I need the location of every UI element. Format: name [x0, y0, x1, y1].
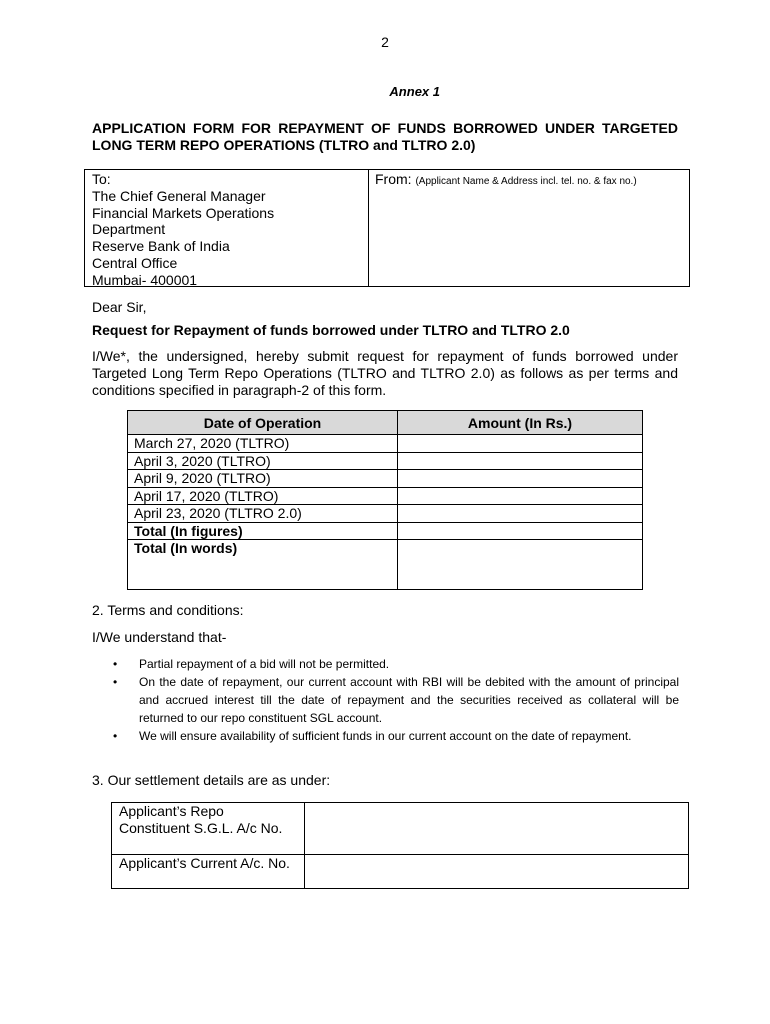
total-figures-cell[interactable] — [398, 522, 643, 540]
settlement-heading: 3. Our settlement details are as under: — [92, 772, 331, 788]
form-title: APPLICATION FORM FOR REPAYMENT OF FUNDS BORROWED UNDER TARGETED LONG TERM REPO OPERATIONS (TLTRO and TLTRO 2.0) — [92, 120, 678, 153]
terms-list — [113, 655, 679, 745]
table-row — [112, 855, 689, 889]
list-item-text: On the date of repayment, our current account with RBI will be debited with the amount of principal and accrued interest till the date of repayment and the securities received as collateral will be returned to our repo constituent SGL account. — [139, 675, 679, 725]
table-row — [128, 470, 643, 488]
table-header-row — [128, 411, 643, 435]
table-row — [128, 487, 643, 505]
current-account-label: Applicant’s Current A/c. No. — [112, 855, 305, 889]
salutation: Dear Sir, — [92, 299, 147, 315]
current-account-field[interactable] — [305, 855, 689, 889]
understand-line: I/We understand that- — [92, 629, 227, 645]
date-cell: April 3, 2020 (TLTRO) — [128, 452, 398, 470]
total-figures-label: Total (In figures) — [128, 522, 398, 540]
amount-cell[interactable] — [398, 435, 643, 453]
operations-table — [127, 410, 643, 590]
to-line: Central Office — [92, 254, 178, 271]
total-words-row — [128, 540, 643, 590]
from-cell[interactable] — [369, 170, 689, 286]
total-words-cell[interactable] — [398, 540, 643, 590]
list-item-text: Partial repayment of a bid will not be permitted. — [139, 657, 390, 671]
date-cell: April 9, 2020 (TLTRO) — [128, 470, 398, 488]
amount-cell[interactable] — [398, 470, 643, 488]
header-date: Date of Operation — [128, 411, 398, 435]
page-number: 2 — [381, 34, 389, 50]
from-hint: (Applicant Name & Address incl. tel. no. & fax no.) — [415, 176, 637, 187]
table-row — [112, 803, 689, 855]
intro-paragraph: I/We*, the undersigned, hereby submit request for repayment of funds borrowed under Targeted Long Term Repo Operations (TLTRO and TLTRO 2.0) as follows as per terms and conditions specified in paragraph-2 of this form. — [92, 348, 678, 398]
total-figures-row — [128, 522, 643, 540]
list-item-text: We will ensure availability of sufficient funds in our current account on the date of repayment. — [139, 729, 632, 743]
date-cell: March 27, 2020 (TLTRO) — [128, 435, 398, 453]
list-item — [113, 727, 679, 745]
bullet-icon: • — [113, 729, 118, 743]
amount-cell[interactable] — [398, 505, 643, 523]
list-item — [113, 655, 679, 673]
annex-label: Annex 1 — [389, 84, 440, 99]
list-item — [113, 673, 679, 727]
to-line: The Chief General Manager — [92, 187, 266, 204]
to-line: Department — [92, 221, 166, 238]
amount-cell[interactable] — [398, 487, 643, 505]
amount-cell[interactable] — [398, 452, 643, 470]
table-row — [128, 435, 643, 453]
address-box — [84, 169, 690, 287]
to-line: Mumbai- 400001 — [92, 271, 198, 288]
bullet-icon: • — [113, 657, 118, 671]
table-row — [128, 452, 643, 470]
to-label: To: — [92, 171, 111, 187]
header-amount: Amount (In Rs.) — [398, 411, 643, 435]
terms-heading: 2. Terms and conditions: — [92, 602, 244, 618]
sgl-account-label: Applicant’s Repo Constituent S.G.L. A/c No. — [112, 803, 305, 855]
date-cell: April 17, 2020 (TLTRO) — [128, 487, 398, 505]
to-line: Financial Markets Operations — [92, 204, 275, 221]
to-line: Reserve Bank of India — [92, 238, 230, 255]
table-row — [128, 505, 643, 523]
from-label: From: — [375, 171, 412, 187]
bullet-icon: • — [113, 675, 118, 689]
to-cell — [85, 170, 369, 286]
settlement-table — [111, 802, 689, 889]
date-cell: April 23, 2020 (TLTRO 2.0) — [128, 505, 398, 523]
sgl-account-field[interactable] — [305, 803, 689, 855]
total-words-label: Total (In words) — [128, 540, 398, 590]
subject-line: Request for Repayment of funds borrowed under TLTRO and TLTRO 2.0 — [92, 322, 570, 338]
